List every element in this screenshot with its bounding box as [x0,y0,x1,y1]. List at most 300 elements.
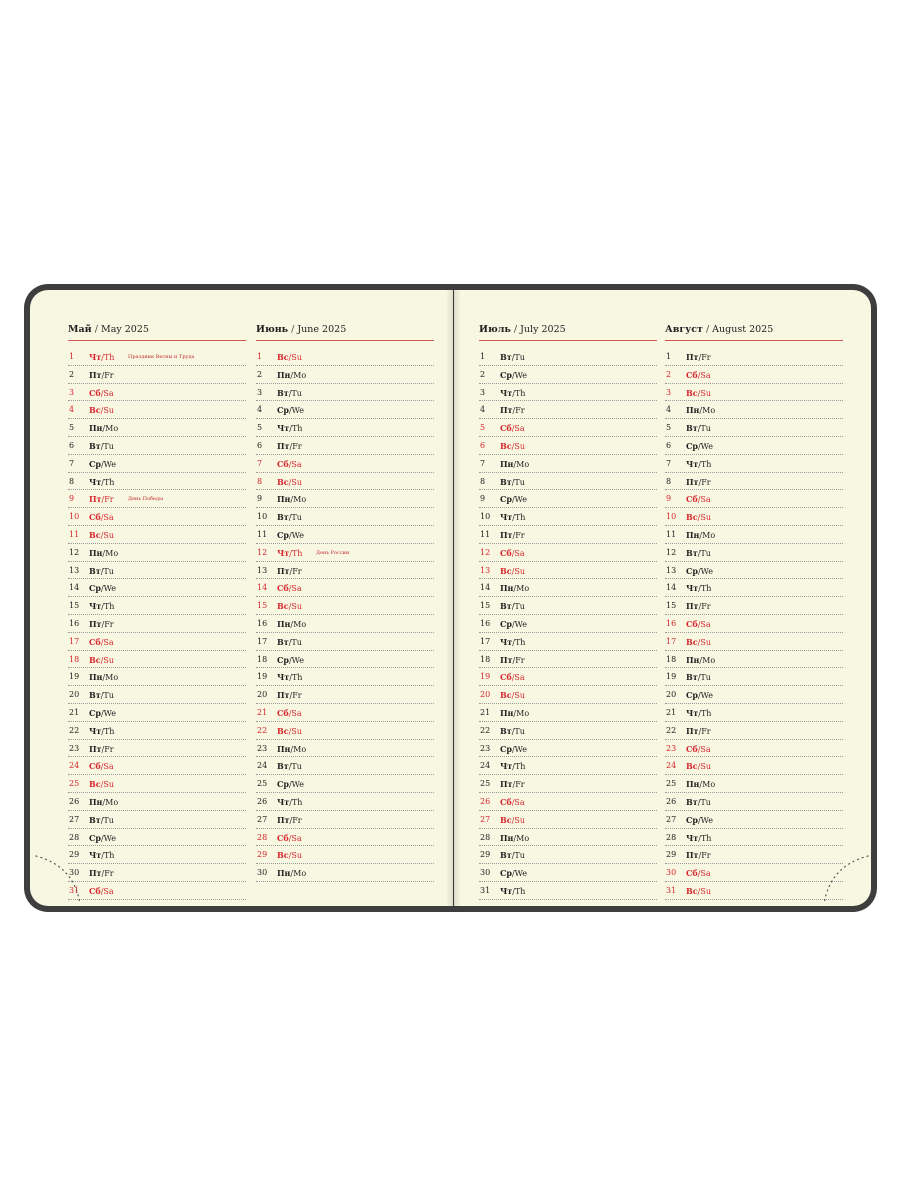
weekday-ru: Вс [686,761,698,772]
day-number: 26 [480,796,491,806]
day-row [68,615,246,633]
weekday-ru: Чт [686,832,699,843]
day-number: 4 [69,405,75,415]
day-row [479,829,657,847]
weekday-en: Fr [515,530,525,540]
weekday: Пн/Mo [277,618,307,629]
day-row [479,793,657,811]
day-number: 26 [257,796,268,806]
day-row [479,757,657,775]
day-number: 7 [257,458,263,468]
day-number: 18 [666,654,677,664]
weekday: Чт/Th [277,423,303,434]
weekday-ru: Ср [500,618,512,629]
weekday: Пн/Mo [89,423,119,434]
day-number: 10 [666,512,677,522]
day-row [68,437,246,455]
day-number: 27 [69,814,80,824]
day-number: 6 [666,440,672,450]
day-number: 3 [480,387,486,397]
weekday-en: Th [291,797,303,807]
weekday-ru: Пн [277,369,291,380]
weekday-ru: Пн [500,832,514,843]
day-row [665,633,843,651]
weekday-ru: Вс [89,654,101,665]
weekday: Пт/Fr [686,601,711,612]
weekday-en: We [291,406,304,416]
weekday-en: Su [291,726,302,736]
day-row [479,562,657,580]
weekday-ru: Ср [277,405,289,416]
weekday-ru: Вс [686,636,698,647]
day-number: 9 [257,494,263,504]
weekday-ru: Ср [686,690,698,701]
weekday-ru: Пт [89,868,102,879]
weekday: Вт/Tu [89,690,114,701]
weekday: Пт/Fr [500,405,525,416]
weekday: Пт/Fr [500,779,525,790]
day-list [479,348,657,900]
day-number: 22 [480,725,491,735]
weekday-en: Su [291,851,302,861]
day-number: 23 [480,743,491,753]
weekday-en: Th [103,477,115,487]
weekday: Сб/Sa [686,618,711,629]
weekday-en: We [514,495,527,505]
weekday-en: Sa [514,673,525,683]
weekday: Пт/Fr [89,369,114,380]
weekday-en: Sa [514,424,525,434]
day-number: 25 [666,779,677,789]
day-row [479,722,657,740]
weekday-en: Th [103,602,115,612]
day-number: 31 [480,885,491,895]
day-number: 9 [666,494,672,504]
day-number: 19 [480,672,491,682]
weekday-ru: Сб [277,707,289,718]
weekday-ru: Пт [500,405,513,416]
weekday-en: Tu [291,762,302,772]
weekday-ru: Ср [500,494,512,505]
weekday-ru: Чт [686,707,699,718]
weekday: Пн/Mo [500,707,530,718]
weekday-ru: Сб [89,636,101,647]
day-row [256,864,434,882]
day-number: 21 [69,707,80,717]
day-row [479,811,657,829]
weekday-ru: Ср [89,707,101,718]
day-number: 6 [69,440,75,450]
weekday: Сб/Sa [277,458,302,469]
weekday-ru: Пн [686,405,700,416]
weekday-ru: Вт [500,352,512,362]
weekday-en: Tu [291,513,302,523]
day-number: 30 [480,868,491,878]
day-row [256,793,434,811]
weekday-en: Su [103,655,114,665]
weekday-ru: Сб [686,369,698,380]
weekday: Вс/Su [686,512,711,523]
weekday-ru: Вт [686,672,698,683]
weekday-ru: Вт [277,387,289,398]
weekday-en: Fr [701,726,711,736]
weekday-en: Sa [700,495,711,505]
weekday-en: Mo [293,619,307,629]
weekday-ru: Чт [89,601,102,612]
weekday-ru: Ср [500,868,512,879]
day-number: 24 [480,761,491,771]
day-row [68,864,246,882]
weekday-en: Tu [103,441,114,451]
weekday-ru: Пн [277,618,291,629]
day-number: 5 [257,423,263,433]
weekday-en: We [291,780,304,790]
weekday-ru: Ср [500,743,512,754]
weekday-en: Tu [291,388,302,398]
weekday: Ср/We [89,832,116,843]
day-row [665,490,843,508]
day-number: 7 [69,458,75,468]
weekday-en: We [103,708,116,718]
day-number: 8 [666,476,672,486]
day-number: 25 [69,779,80,789]
weekday-en: Tu [291,637,302,647]
day-row [68,668,246,686]
weekday-ru: Сб [500,672,512,683]
day-number: 11 [69,529,80,539]
day-row [479,651,657,669]
weekday: Сб/Sa [89,636,114,647]
month-name-en: May 2025 [100,324,149,335]
day-row [479,419,657,437]
weekday-ru: Ср [686,440,698,451]
day-number: 22 [666,725,677,735]
weekday: Чт/Th [277,672,303,683]
day-row [479,668,657,686]
weekday-ru: Ср [500,369,512,380]
weekday: Сб/Sa [500,672,525,683]
weekday-en: Sa [514,797,525,807]
weekday-en: We [514,619,527,629]
day-row [68,811,246,829]
weekday: Пн/Mo [277,494,307,505]
weekday: Вс/Su [500,565,525,576]
weekday-en: Sa [700,619,711,629]
weekday-en: Th [700,584,712,594]
day-row [479,384,657,402]
weekday-ru: Ср [277,779,289,790]
weekday-en: Fr [701,477,711,487]
weekday-en: Su [103,530,114,540]
day-number: 1 [480,352,486,361]
weekday-ru: Пт [500,779,513,790]
weekday-en: Sa [700,869,711,879]
day-row [68,882,246,900]
day-row [256,579,434,597]
day-row [479,401,657,419]
weekday: Ср/We [500,743,527,754]
weekday: Вс/Su [500,690,525,701]
right-page [454,290,871,906]
weekday-en: Fr [104,495,114,505]
weekday-en: Fr [515,780,525,790]
weekday: Вс/Su [686,761,711,772]
weekday-ru: Чт [277,796,290,807]
day-row [68,419,246,437]
weekday: Сб/Sa [277,583,302,594]
day-row [68,348,246,366]
day-row [479,579,657,597]
weekday: Чт/Th [89,601,115,612]
day-number: 16 [69,618,80,628]
day-number: 19 [257,672,268,682]
weekday: Вт/Tu [89,814,114,825]
month-name-en: August 2025 [712,324,774,335]
weekday-ru: Вс [277,352,289,362]
day-number: 18 [480,654,491,664]
weekday: Вт/Tu [500,601,525,612]
weekday-ru: Пн [277,743,291,754]
weekday-ru: Пн [500,458,514,469]
weekday-en: Fr [104,744,114,754]
day-row [256,597,434,615]
day-number: 25 [480,779,491,789]
holiday-label: День Победы [128,496,164,503]
weekday: Чт/Th [89,352,115,362]
weekday: Вт/Tu [277,636,302,647]
day-row [68,366,246,384]
day-row [256,384,434,402]
day-row [479,455,657,473]
holiday-label: День России [316,549,350,556]
day-row [256,775,434,793]
day-number: 13 [257,565,268,575]
day-number: 22 [69,725,80,735]
weekday-en: Sa [103,886,114,896]
weekday: Сб/Sa [89,885,114,896]
weekday-en: Th [103,726,115,736]
day-row [479,348,657,366]
weekday-ru: Пн [500,707,514,718]
day-number: 14 [480,583,491,593]
day-row [479,508,657,526]
day-row [665,864,843,882]
weekday-ru: Пн [686,654,700,665]
day-row [665,704,843,722]
weekday: Пт/Fr [89,868,114,879]
day-number: 1 [666,352,672,361]
weekday: Вт/Tu [686,672,711,683]
weekday-en: Mo [293,744,307,754]
weekday: Вс/Su [686,885,711,896]
weekday-ru: Сб [686,868,698,879]
weekday-en: Th [103,851,115,861]
weekday-ru: Пн [89,423,103,434]
day-row [256,526,434,544]
day-row [665,366,843,384]
month-name-en: June 2025 [297,324,347,335]
weekday: Вс/Su [277,601,302,612]
weekday: Сб/Sa [686,369,711,380]
weekday-en: We [700,815,713,825]
day-row [665,615,843,633]
weekday-ru: Ср [89,458,101,469]
day-row [256,419,434,437]
weekday-en: We [700,441,713,451]
weekday: Сб/Sa [277,832,302,843]
weekday-ru: Пн [277,868,291,879]
weekday: Вс/Su [500,814,525,825]
weekday-ru: Сб [500,423,512,434]
day-row [256,348,434,366]
day-row [68,651,246,669]
day-row [68,579,246,597]
day-number: 2 [69,369,75,379]
weekday: Пн/Mo [500,583,530,594]
day-row [68,686,246,704]
day-row [665,579,843,597]
day-number: 5 [480,423,486,433]
weekday: Пт/Fr [686,725,711,736]
weekday-ru: Сб [277,832,289,843]
month-name-ru: Июль [479,324,511,335]
holiday-label: Праздник Весны и Труда [128,354,195,360]
weekday-en: Tu [514,726,525,736]
book-gutter [447,290,461,906]
weekday-en: Sa [291,833,302,843]
day-number: 11 [480,529,491,539]
weekday-ru: Пт [686,725,699,736]
weekday-en: Mo [105,548,119,558]
weekday-ru: Вс [89,405,101,416]
day-number: 14 [69,583,80,593]
weekday-ru: Вт [500,725,512,736]
weekday: Вт/Tu [277,387,302,398]
weekday-en: Mo [516,584,530,594]
weekday: Вс/Su [89,654,114,665]
day-row [479,490,657,508]
day-row [479,437,657,455]
weekday-en: We [514,744,527,754]
day-number: 12 [69,547,80,557]
day-row [256,615,434,633]
weekday: Пн/Mo [89,672,119,683]
weekday: Вт/Tu [686,547,711,558]
weekday-ru: Вт [89,690,101,701]
day-number: 22 [257,725,268,735]
day-number: 10 [69,512,80,522]
weekday-ru: Ср [277,654,289,665]
weekday: Чт/Th [89,725,115,736]
weekday-ru: Пн [89,672,103,683]
weekday: Ср/We [277,654,304,665]
day-number: 28 [666,832,677,842]
weekday-ru: Вт [686,796,698,807]
day-number: 27 [257,814,268,824]
day-number: 4 [666,405,672,415]
weekday-ru: Вс [277,601,289,612]
day-row [479,775,657,793]
day-row [68,597,246,615]
day-row [68,526,246,544]
weekday-ru: Вс [500,690,512,701]
weekday-ru: Вт [89,440,101,451]
weekday: Сб/Sa [89,387,114,398]
day-number: 11 [666,529,677,539]
day-row [68,775,246,793]
weekday: Пн/Mo [686,654,716,665]
day-number: 23 [257,743,268,753]
weekday-en: Mo [702,406,716,416]
day-row [256,508,434,526]
weekday-en: Th [514,513,526,523]
day-number: 16 [666,618,677,628]
weekday: Ср/We [686,440,713,451]
day-number: 30 [69,868,80,878]
day-row [665,882,843,900]
weekday-en: Su [103,780,114,790]
weekday: Пн/Mo [277,369,307,380]
weekday: Сб/Sa [686,743,711,754]
day-number: 19 [666,672,677,682]
weekday: Чт/Th [686,707,712,718]
weekday: Чт/Th [277,796,303,807]
weekday: Сб/Sa [277,707,302,718]
weekday-en: Sa [103,637,114,647]
day-row [665,348,843,366]
day-number: 6 [480,440,486,450]
weekday-ru: Пт [686,601,699,612]
weekday-ru: Вс [500,440,512,451]
weekday: Пт/Fr [89,494,114,505]
weekday-en: Th [514,762,526,772]
weekday-en: Sa [291,584,302,594]
day-row [665,384,843,402]
day-number: 28 [69,832,80,842]
weekday-ru: Ср [277,529,289,540]
weekday: Сб/Sa [89,512,114,523]
weekday-ru: Пт [89,618,102,629]
day-number: 20 [257,690,268,700]
weekday-en: Su [291,602,302,612]
weekday-ru: Чт [89,850,102,861]
weekday: Пн/Mo [686,529,716,540]
day-row [479,366,657,384]
weekday: Чт/Th [89,850,115,861]
weekday: Чт/Th [500,636,526,647]
weekday-ru: Пт [686,352,699,362]
day-number: 6 [257,440,263,450]
day-number: 23 [666,743,677,753]
weekday-ru: Пт [89,494,102,505]
weekday-ru: Чт [686,458,699,469]
weekday-ru: Сб [500,796,512,807]
weekday-ru: Чт [500,387,513,398]
day-row [256,668,434,686]
weekday-ru: Вт [89,814,101,825]
day-number: 27 [480,814,491,824]
weekday-en: Su [514,815,525,825]
day-row [665,508,843,526]
weekday: Сб/Sa [89,761,114,772]
weekday-en: We [103,584,116,594]
month-name-ru: Июнь [256,324,289,335]
weekday-ru: Вт [686,423,698,434]
day-number: 18 [69,654,80,664]
weekday-en: Th [291,424,303,434]
day-row [479,526,657,544]
weekday: Пт/Fr [500,529,525,540]
